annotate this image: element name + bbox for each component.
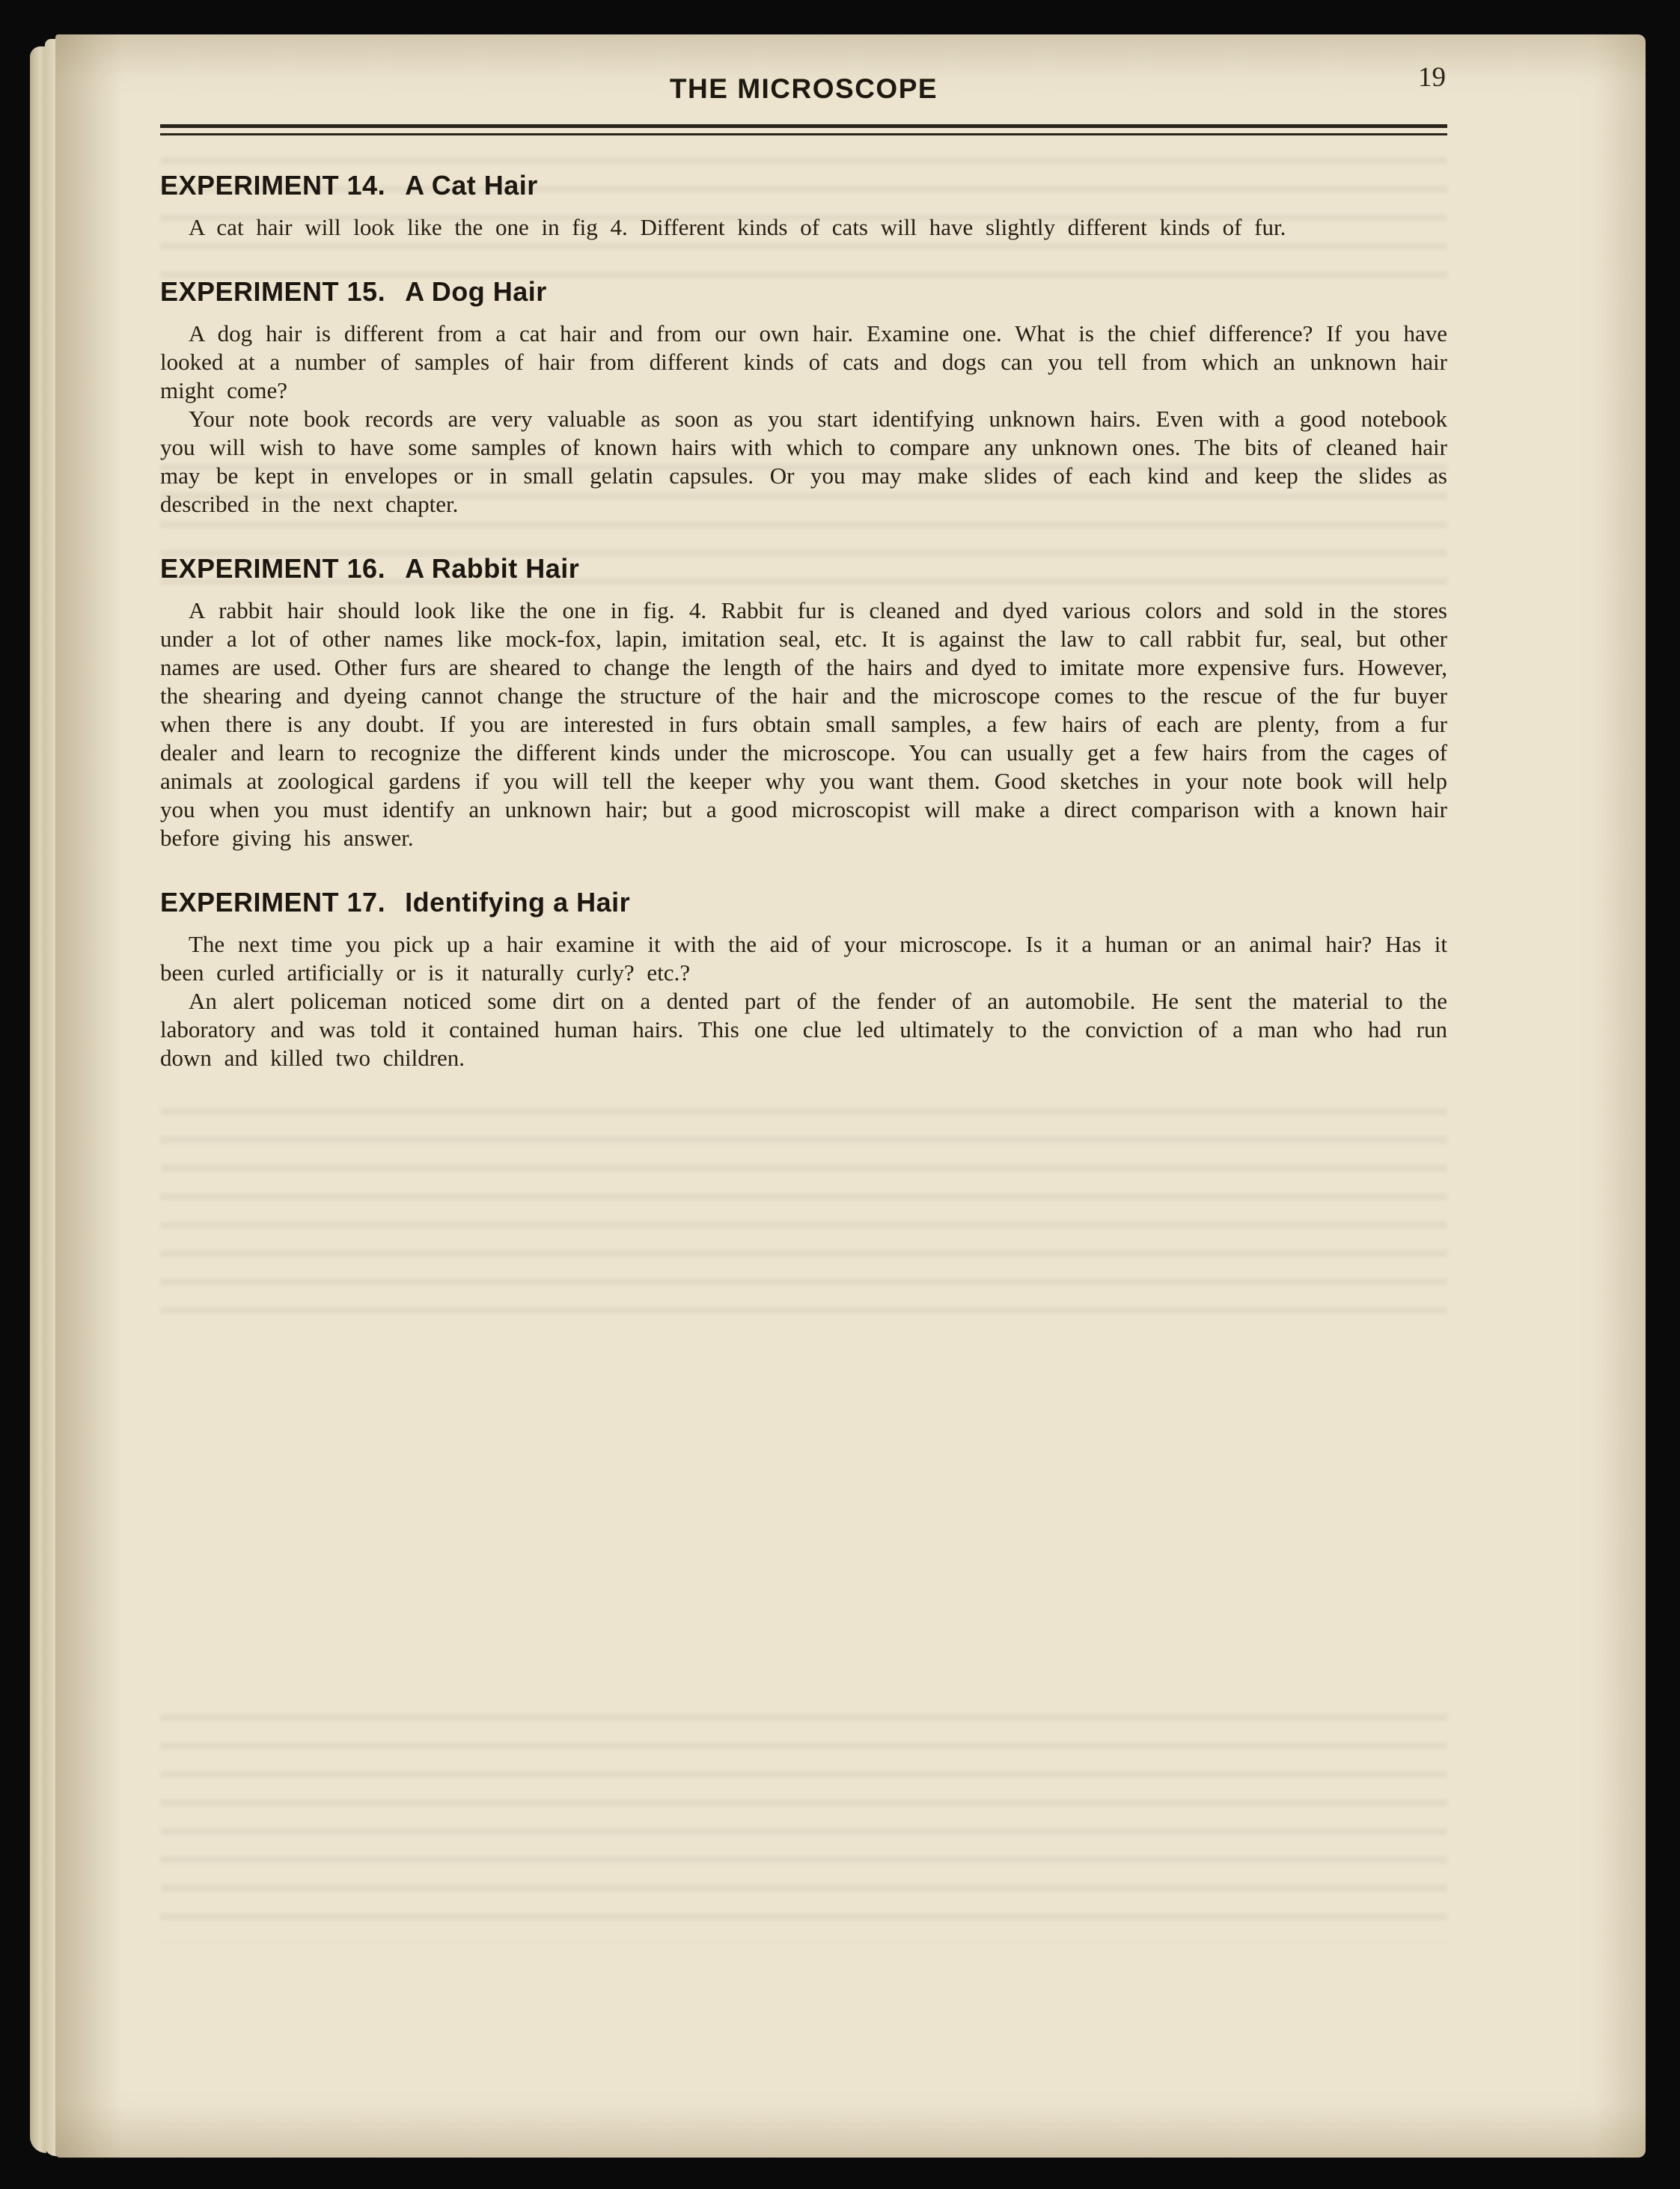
section-heading-title: A Rabbit Hair [405,553,580,584]
section-heading [160,170,1447,201]
section-heading-title: Identifying a Hair [405,887,631,918]
section-heading-title: A Dog Hair [405,276,547,307]
book-sheet-edge [30,46,46,2153]
experiment-section-16 [160,553,1447,852]
page-content [160,62,1447,1072]
experiment-section-14 [160,170,1447,242]
book-page [55,34,1646,2158]
section-heading-number: EXPERIMENT 15. [160,276,386,307]
header-double-rule [160,124,1447,135]
paragraph: A rabbit hair should look like the one in fig. 4. Rabbit fur is cleaned and dyed various colors and sold in the stores under a lot of other names like mock-fox, lapin, imitation seal, etc. It is against the law to call rabbit fur, seal, but other names are used. Other furs are sheared to change the length of the hairs and dyed to imitate more expensive furs. However, the shearing and dyeing cannot change the structure of the hair and the microscope comes to the rescue of the fur buyer when there is any doubt. If you are interested in furs obtain small samples, a few hairs of each are plenty, from a fur dealer and learn to recognize the different kinds under the microscope. You can usually get a few hairs from the cages of animals at zoological gardens if you will tell the keeper why you want them. Good sketches in your note book will help you when you must identify an unknown hair; but a good microscopist will make a direct comparison with a known hair before giving his answer. [160,597,1447,851]
paragraph: Your note book records are very valuable as soon as you start identifying unknown hairs. Even with a good notebook you will wish to have some samples of known hairs with which to compare any unknown ones. The bits of cleaned hair may be kept in envelopes or in small gelatin capsules. Or you may make slides of each kind and keep the slides as described in the next chapter. [160,406,1447,517]
paragraph: A dog hair is different from a cat hair and from our own hair. Examine one. What is the chief difference? If you have looked at a number of samples of hair from different kinds of cats and dogs can you tell from which an unknown hair might come? [160,320,1447,403]
section-heading-number: EXPERIMENT 16. [160,553,386,584]
page-header [160,62,1447,115]
running-title: THE MICROSCOPE [669,73,938,104]
experiment-section-17 [160,887,1447,1072]
page-number: 19 [1418,62,1446,93]
paragraph: A cat hair will look like the one in fig 4. Different kinds of cats will have slightly different kinds of fur. [189,214,1286,240]
paragraph: The next time you pick up a hair examine it with the aid of your microscope. Is it a human or an animal hair? Has it been curled artificially or is it naturally curly? etc.? [160,931,1447,986]
paragraph: An alert policeman noticed some dirt on a dented part of the fender of an automobile. He sent the material to the laboratory and was told it contained human hairs. This one clue led ultimately to the conviction of a man who had run down and killed two children. [160,988,1447,1071]
section-heading-title: A Cat Hair [405,170,538,201]
bleed-through-texture [160,1703,1447,1943]
bleed-through-texture [160,1097,1447,1322]
experiment-section-15 [160,276,1447,519]
section-heading-number: EXPERIMENT 14. [160,170,386,201]
section-heading [160,276,1447,308]
section-heading [160,553,1447,584]
section-heading [160,887,1447,918]
section-heading-number: EXPERIMENT 17. [160,887,386,918]
